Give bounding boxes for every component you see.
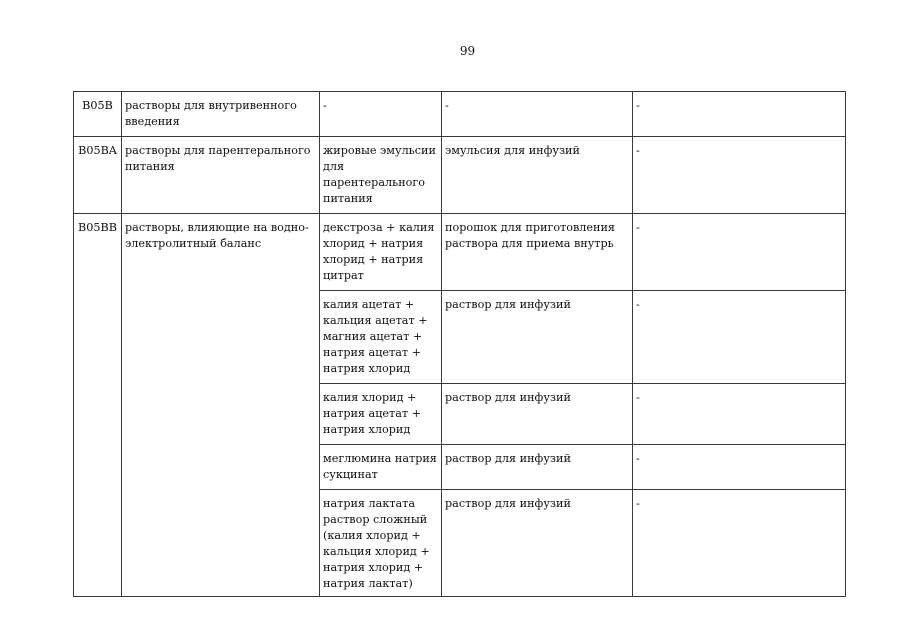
dosage-form-cell: порошок для приготовления раствора для приема внутрь (442, 214, 633, 291)
atc-group-cell: растворы для внутривенного введения (122, 92, 320, 137)
substance-cell: - (320, 92, 442, 137)
dosage-form-cell: раствор для инфузий (442, 384, 633, 445)
substance-cell: меглюмина натрия сукцинат (320, 445, 442, 490)
dosage-form-cell: раствор для инфузий (442, 291, 633, 384)
atc-drug-table (73, 91, 846, 597)
atc-code-cell: B05BA (74, 137, 122, 214)
substance-cell: декстроза + калия хлорид + натрия хлорид + натрия цитрат (320, 214, 442, 291)
note-cell: - (633, 214, 846, 291)
substance-cell: жировые эмульсии для парентерального питания (320, 137, 442, 214)
note-cell: - (633, 384, 846, 445)
substance-cell: калия ацетат + кальция ацетат + магния ацетат + натрия ацетат + натрия хлорид (320, 291, 442, 384)
note-cell: - (633, 92, 846, 137)
note-cell: - (633, 137, 846, 214)
table-row (74, 214, 846, 291)
substance-cell: калия хлорид + натрия ацетат + натрия хлорид (320, 384, 442, 445)
dosage-form-cell: раствор для инфузий (442, 445, 633, 490)
table-row (74, 92, 846, 137)
note-cell: - (633, 445, 846, 490)
note-cell: - (633, 291, 846, 384)
substance-cell: натрия лактата раствор сложный (калия хлорид + кальция хлорид + натрия хлорид + натрия лактат) (320, 490, 442, 597)
atc-code-cell: B05BB (74, 214, 122, 597)
atc-group-cell: растворы для парентерального питания (122, 137, 320, 214)
dosage-form-cell: раствор для инфузий (442, 490, 633, 597)
note-cell: - (633, 490, 846, 597)
atc-group-cell: растворы, влияющие на водно-электролитный баланс (122, 214, 320, 597)
atc-code-cell: B05B (74, 92, 122, 137)
dosage-form-cell: эмульсия для инфузий (442, 137, 633, 214)
dosage-form-cell: - (442, 92, 633, 137)
table-row (74, 137, 846, 214)
page-number: 99 (459, 44, 476, 58)
